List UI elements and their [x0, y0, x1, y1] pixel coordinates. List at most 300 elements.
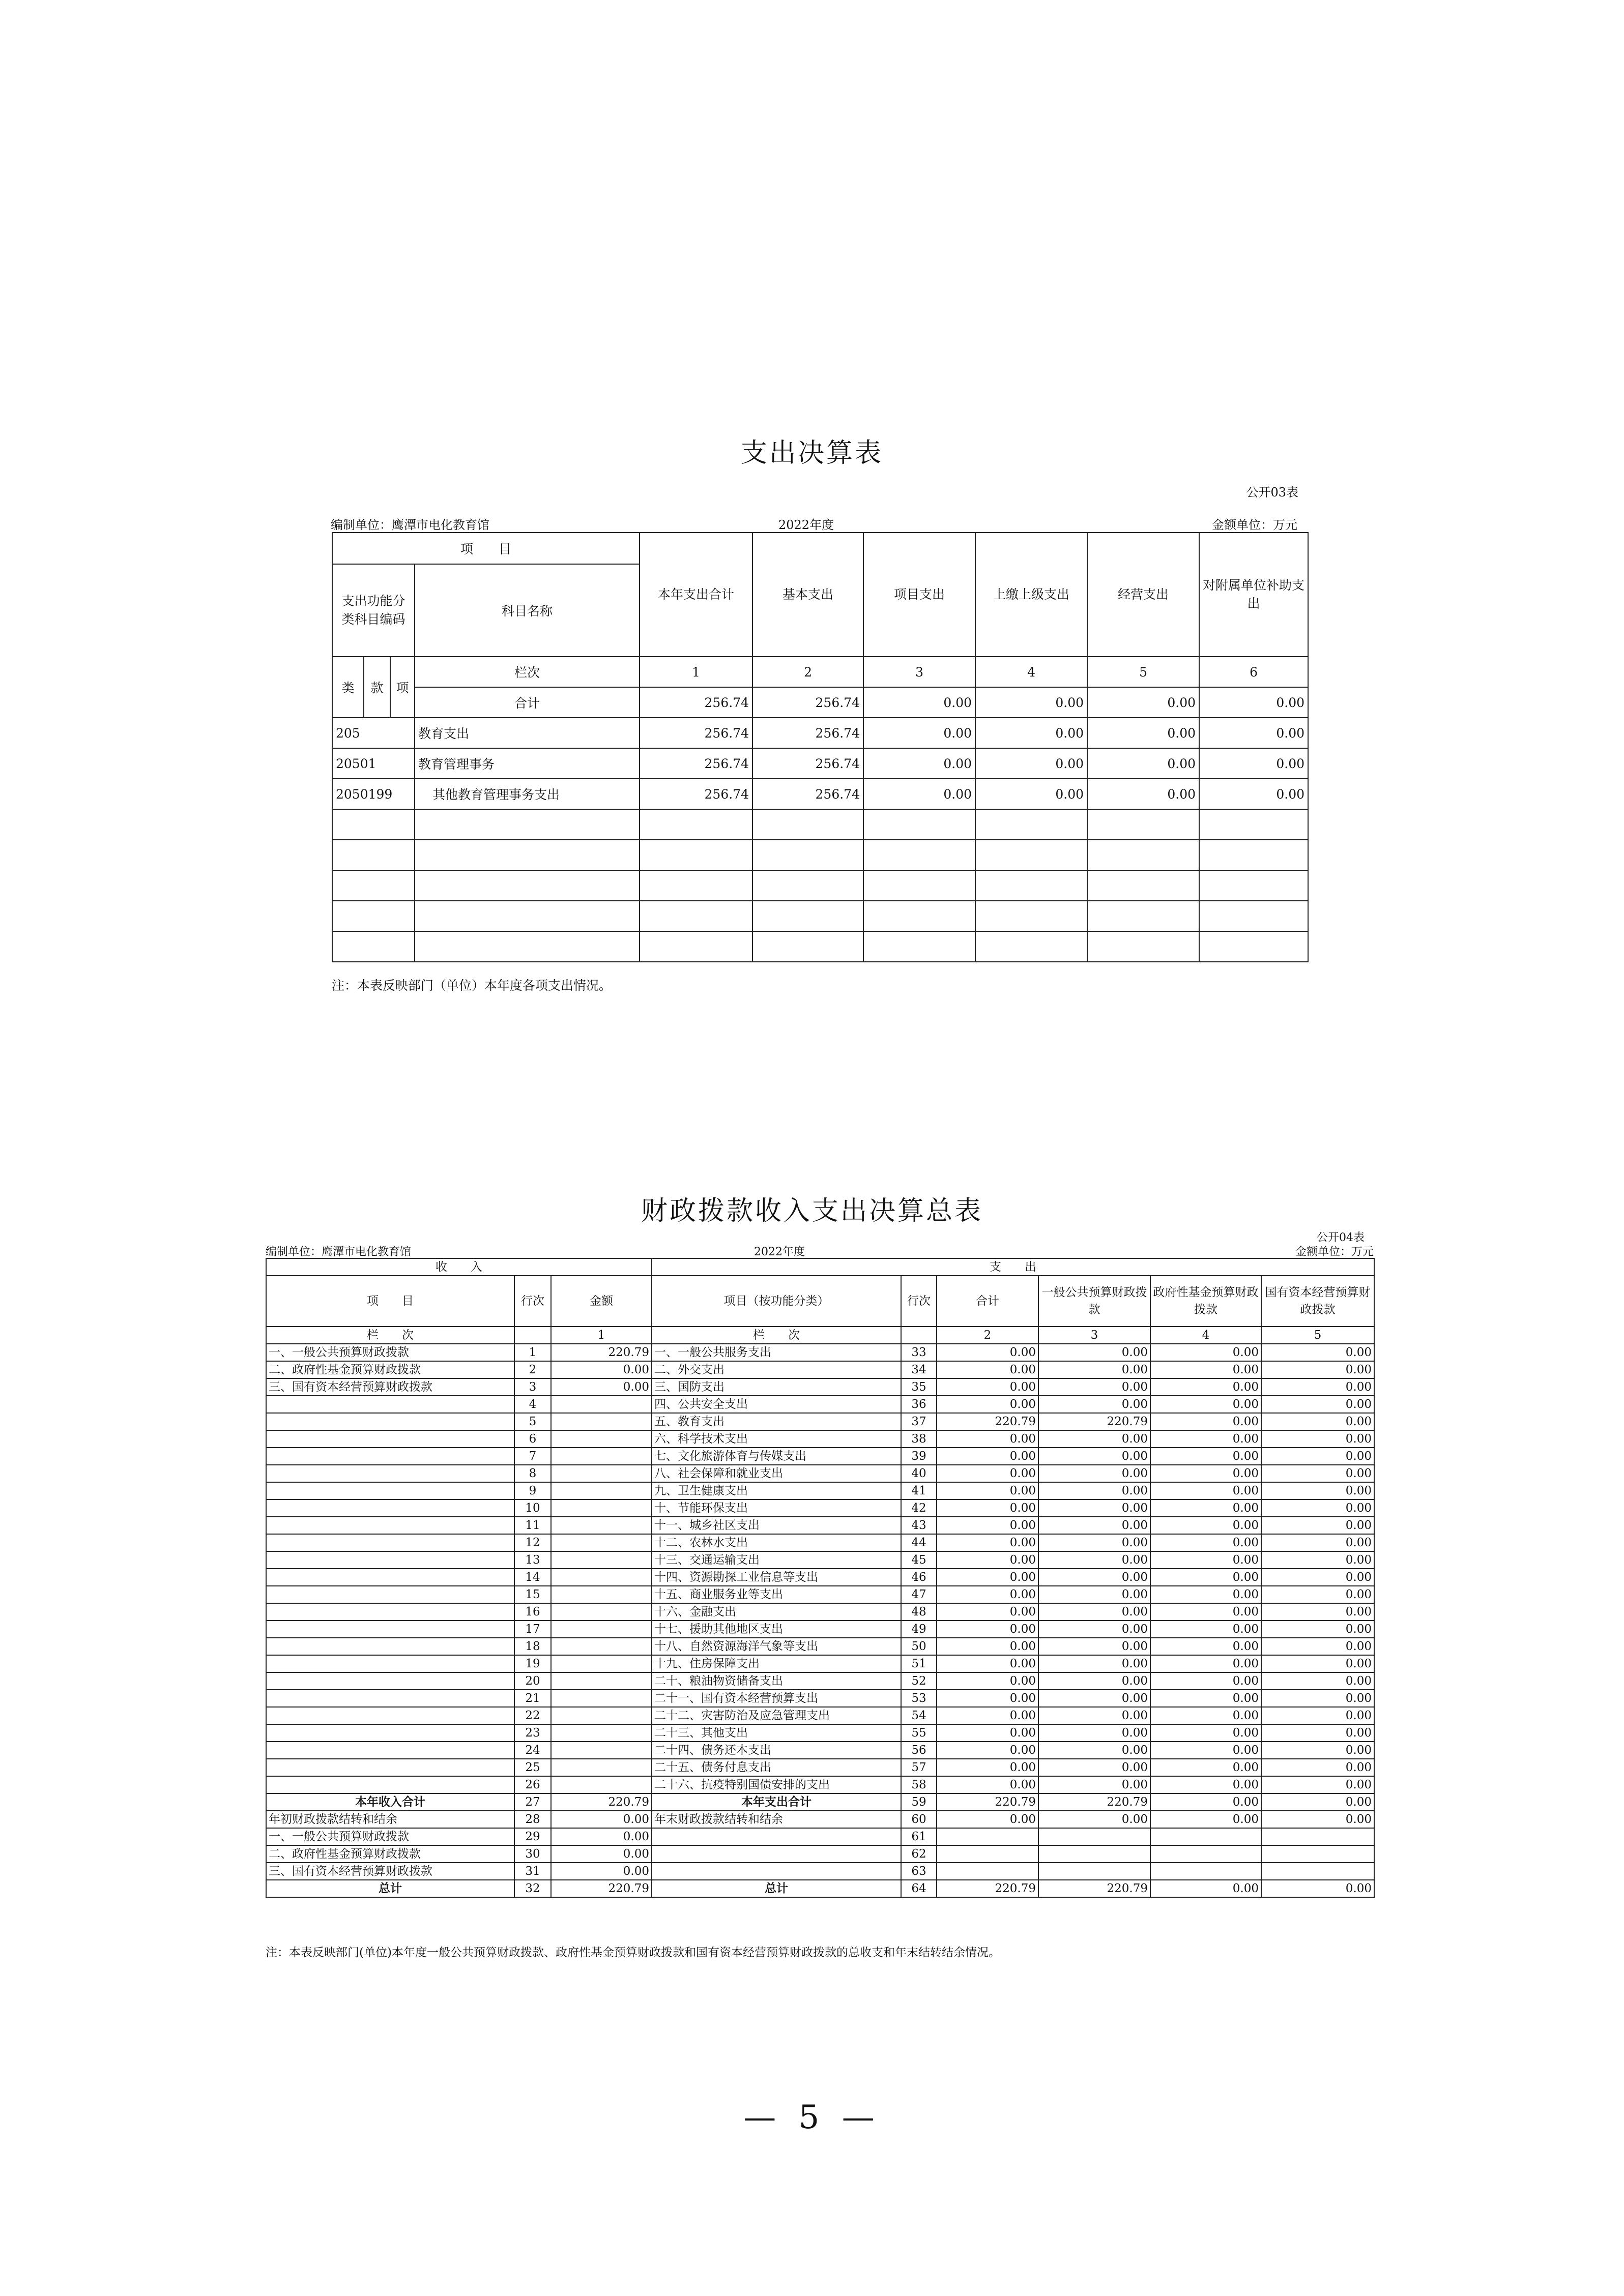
line-number: 14 — [514, 1569, 551, 1586]
col-number: 1 — [640, 657, 752, 687]
line-number: 36 — [901, 1396, 937, 1413]
cell-value: 220.79 — [551, 1344, 652, 1361]
cell-value: 0.00 — [1038, 1759, 1150, 1776]
expense-item: 三、国防支出 — [652, 1378, 901, 1396]
cell-value: 0.00 — [1038, 1638, 1150, 1655]
cell-value: 0.00 — [1261, 1603, 1374, 1621]
cell-value: 0.00 — [1261, 1586, 1374, 1603]
header-lanci: 栏次 — [415, 657, 640, 687]
cell-value: 0.00 — [1261, 1534, 1374, 1551]
line-number: 33 — [901, 1344, 937, 1361]
empty-row — [332, 809, 1308, 840]
header-item: 项目支出 — [863, 533, 975, 657]
line-number: 56 — [901, 1742, 937, 1759]
income-item — [266, 1742, 514, 1759]
table2-meta — [266, 1243, 1374, 1257]
cell-value: 0.00 — [551, 1863, 652, 1880]
table-row — [332, 779, 1308, 809]
carry-sub-row — [266, 1863, 1374, 1880]
cell-value: 0.00 — [937, 1776, 1038, 1793]
cell-value: 0.00 — [1038, 1517, 1150, 1534]
cell-value: 0.00 — [1150, 1621, 1261, 1638]
cell-value: 0.00 — [1261, 1517, 1374, 1534]
col-number: 4 — [975, 657, 1087, 687]
expense-item: 八、社会保障和就业支出 — [652, 1465, 901, 1482]
cell-value: 0.00 — [937, 1448, 1038, 1465]
cell-value: 0.00 — [1038, 1776, 1150, 1793]
cell-value: 0.00 — [1038, 1811, 1150, 1828]
cell-value: 0.00 — [1150, 1811, 1261, 1828]
header-state: 国有资本经营预算财政拨款 — [1261, 1276, 1374, 1327]
cell-value: 0.00 — [1038, 1724, 1150, 1742]
line-number: 1 — [514, 1344, 551, 1361]
cell-value — [551, 1413, 652, 1430]
header-xiang: 项 — [390, 657, 415, 718]
expense-item: 十五、商业服务业等支出 — [652, 1586, 901, 1603]
cell-value: 0.00 — [1150, 1569, 1261, 1586]
cell-value: 0.00 — [937, 1551, 1038, 1569]
cell-value — [551, 1517, 652, 1534]
expense-item: 二十三、其他支出 — [652, 1724, 901, 1742]
cell-value: 0.00 — [863, 748, 975, 779]
cell-value: 0.00 — [1199, 748, 1308, 779]
cell-value: 0.00 — [1261, 1672, 1374, 1690]
cell-value: 0.00 — [1038, 1690, 1150, 1707]
cell-value: 0.00 — [975, 718, 1087, 748]
cell-value: 0.00 — [1261, 1880, 1374, 1897]
cell-value: 0.00 — [1038, 1465, 1150, 1482]
row-code: 205 — [332, 718, 415, 748]
line-number: 30 — [514, 1845, 551, 1863]
expenditure-table — [332, 532, 1309, 962]
line-number: 29 — [514, 1828, 551, 1845]
table-row — [266, 1534, 1374, 1551]
cell-value: 0.00 — [1199, 687, 1308, 718]
cell-value: 0.00 — [1261, 1448, 1374, 1465]
line-number: 49 — [901, 1621, 937, 1638]
income-item — [266, 1655, 514, 1672]
table-row — [266, 1603, 1374, 1621]
header-general: 一般公共预算财政拨款 — [1038, 1276, 1150, 1327]
carry-sub-label: 二、政府性基金预算财政拨款 — [266, 1845, 514, 1863]
header-subsidy: 对附属单位补助支出 — [1199, 533, 1308, 657]
col-number: 4 — [1150, 1327, 1261, 1344]
expense-item: 四、公共安全支出 — [652, 1396, 901, 1413]
col-number: 2 — [752, 657, 863, 687]
cell-value: 0.00 — [1150, 1517, 1261, 1534]
table-row — [266, 1448, 1374, 1465]
cell-value: 0.00 — [1150, 1690, 1261, 1707]
cell-value: 0.00 — [1038, 1655, 1150, 1672]
cell-value — [551, 1759, 652, 1776]
cell-value: 0.00 — [1038, 1448, 1150, 1465]
cell-value: 0.00 — [937, 1811, 1038, 1828]
cell-value: 0.00 — [1261, 1430, 1374, 1448]
expense-item: 十二、农林水支出 — [652, 1534, 901, 1551]
cell-value: 0.00 — [1150, 1551, 1261, 1569]
table-row — [266, 1586, 1374, 1603]
income-item — [266, 1603, 514, 1621]
line-number: 4 — [514, 1396, 551, 1413]
cell-value: 0.00 — [1261, 1759, 1374, 1776]
cell-value: 0.00 — [1087, 687, 1199, 718]
table2-year: 2022年度 — [754, 1246, 805, 1258]
cell-value: 0.00 — [1261, 1621, 1374, 1638]
cell-value: 0.00 — [937, 1655, 1038, 1672]
income-item — [266, 1690, 514, 1707]
cell-value: 0.00 — [1261, 1724, 1374, 1742]
cell-value: 0.00 — [937, 1586, 1038, 1603]
cell-value — [551, 1724, 652, 1742]
line-number: 60 — [901, 1811, 937, 1828]
cell-value: 0.00 — [1150, 1344, 1261, 1361]
line-number: 48 — [901, 1603, 937, 1621]
cell-value: 0.00 — [1150, 1603, 1261, 1621]
table1-currency: 金额单位：万元 — [1212, 518, 1297, 532]
table-row — [266, 1707, 1374, 1724]
fiscal-summary-table — [266, 1258, 1375, 1898]
cell-value — [551, 1482, 652, 1499]
line-number: 59 — [901, 1793, 937, 1811]
line-number: 37 — [901, 1413, 937, 1430]
expense-item: 二十四、债务还本支出 — [652, 1742, 901, 1759]
line-number: 31 — [514, 1863, 551, 1880]
total-label: 合计 — [415, 687, 640, 718]
table-row — [266, 1551, 1374, 1569]
expense-item: 二十六、抗疫特别国债安排的支出 — [652, 1776, 901, 1793]
table2-currency: 金额单位：万元 — [1295, 1246, 1374, 1258]
cell-value: 0.00 — [1261, 1465, 1374, 1482]
total-row — [332, 687, 1308, 718]
col-number: 5 — [1087, 657, 1199, 687]
line-number: 46 — [901, 1569, 937, 1586]
cell-value: 0.00 — [1038, 1586, 1150, 1603]
income-item — [266, 1724, 514, 1742]
cell-value: 0.00 — [1150, 1499, 1261, 1517]
income-item — [266, 1517, 514, 1534]
empty-row — [332, 840, 1308, 870]
table1-unit: 编制单位：鹰潭市电化教育馆 — [331, 518, 489, 532]
cell-value: 0.00 — [1038, 1672, 1150, 1690]
cell-value: 0.00 — [1261, 1396, 1374, 1413]
line-number: 7 — [514, 1448, 551, 1465]
cell-value: 0.00 — [937, 1569, 1038, 1586]
cell-value: 256.74 — [752, 748, 863, 779]
header-code: 支出功能分类科目编码 — [332, 564, 415, 657]
cell-value: 0.00 — [1261, 1344, 1374, 1361]
table-row — [266, 1776, 1374, 1793]
income-item — [266, 1707, 514, 1724]
cell-value: 0.00 — [1261, 1690, 1374, 1707]
header-row-no: 行次 — [514, 1276, 551, 1327]
cell-value: 0.00 — [1261, 1638, 1374, 1655]
income-item — [266, 1638, 514, 1655]
grand-total-exp-label: 总计 — [652, 1880, 901, 1897]
carry-sub-label: 三、国有资本经营预算财政拨款 — [266, 1863, 514, 1880]
cell-value: 0.00 — [937, 1759, 1038, 1776]
income-item — [266, 1551, 514, 1569]
income-total-label: 本年收入合计 — [266, 1793, 514, 1811]
grand-total-label: 总计 — [266, 1880, 514, 1897]
cell-value: 0.00 — [1038, 1551, 1150, 1569]
line-number: 62 — [901, 1845, 937, 1863]
cell-value: 0.00 — [975, 748, 1087, 779]
income-item — [266, 1465, 514, 1482]
expense-item: 十、节能环保支出 — [652, 1499, 901, 1517]
line-number: 35 — [901, 1378, 937, 1396]
cell-value — [551, 1742, 652, 1759]
table-row — [266, 1638, 1374, 1655]
table-row — [266, 1499, 1374, 1517]
line-number: 5 — [514, 1413, 551, 1430]
cell-value: 0.00 — [1150, 1378, 1261, 1396]
table-row — [266, 1724, 1374, 1742]
cell-value: 0.00 — [1038, 1534, 1150, 1551]
line-number: 26 — [514, 1776, 551, 1793]
cell-value: 0.00 — [1038, 1603, 1150, 1621]
table-row — [266, 1361, 1374, 1378]
cell-value: 0.00 — [1087, 779, 1199, 809]
line-number: 24 — [514, 1742, 551, 1759]
cell-value: 0.00 — [1038, 1499, 1150, 1517]
header-project: 项 目 — [266, 1276, 514, 1327]
cell-value: 0.00 — [1150, 1724, 1261, 1742]
cell-value: 0.00 — [1261, 1361, 1374, 1378]
cell-value — [551, 1638, 652, 1655]
line-number: 18 — [514, 1638, 551, 1655]
cell-value: 0.00 — [1038, 1344, 1150, 1361]
line-number: 13 — [514, 1551, 551, 1569]
table1-year: 2022年度 — [778, 518, 834, 532]
income-item — [266, 1482, 514, 1499]
cell-value: 0.00 — [1261, 1378, 1374, 1396]
cell-value: 220.79 — [1038, 1880, 1150, 1897]
expense-item: 十六、金融支出 — [652, 1603, 901, 1621]
line-number: 17 — [514, 1621, 551, 1638]
line-number: 50 — [901, 1638, 937, 1655]
cell-value: 220.79 — [937, 1793, 1038, 1811]
cell-value: 0.00 — [1261, 1413, 1374, 1430]
cell-value — [551, 1551, 652, 1569]
header-fund: 政府性基金预算财政拨款 — [1150, 1276, 1261, 1327]
table-row — [266, 1621, 1374, 1638]
line-number: 34 — [901, 1361, 937, 1378]
expense-item: 十四、资源勘探工业信息等支出 — [652, 1569, 901, 1586]
expense-item: 十七、援助其他地区支出 — [652, 1621, 901, 1638]
cell-value: 256.74 — [640, 718, 752, 748]
line-number: 44 — [901, 1534, 937, 1551]
row-name: 其他教育管理事务支出 — [415, 779, 640, 809]
cell-value — [551, 1448, 652, 1465]
cell-value — [551, 1430, 652, 1448]
row-name: 教育支出 — [415, 718, 640, 748]
table2-code: 公开04表 — [1317, 1231, 1365, 1244]
cell-value: 0.00 — [937, 1378, 1038, 1396]
line-number: 9 — [514, 1482, 551, 1499]
income-item — [266, 1396, 514, 1413]
table-row — [266, 1742, 1374, 1759]
line-number: 43 — [901, 1517, 937, 1534]
line-number: 32 — [514, 1880, 551, 1897]
line-number: 8 — [514, 1465, 551, 1482]
header-lanci: 栏 次 — [266, 1327, 514, 1344]
cell-value: 0.00 — [1150, 1638, 1261, 1655]
line-number: 3 — [514, 1378, 551, 1396]
cell-value: 0.00 — [1087, 718, 1199, 748]
cell-value: 0.00 — [1038, 1569, 1150, 1586]
cell-value: 0.00 — [863, 779, 975, 809]
expense-item: 七、文化旅游体育与传媒支出 — [652, 1448, 901, 1465]
header-lanci: 栏 次 — [652, 1327, 901, 1344]
cell-value: 0.00 — [937, 1482, 1038, 1499]
cell-value: 256.74 — [640, 687, 752, 718]
row-name: 教育管理事务 — [415, 748, 640, 779]
expense-item: 二十五、债务付息支出 — [652, 1759, 901, 1776]
income-item — [266, 1621, 514, 1638]
empty-row — [332, 931, 1308, 962]
carry-sub-row — [266, 1845, 1374, 1863]
cell-value: 0.00 — [1150, 1655, 1261, 1672]
grand-total-row — [266, 1880, 1374, 1897]
line-number: 63 — [901, 1863, 937, 1880]
header-expense: 支 出 — [652, 1258, 1374, 1276]
table-row — [266, 1378, 1374, 1396]
cell-value: 0.00 — [1199, 718, 1308, 748]
table-row — [266, 1517, 1374, 1534]
table-row — [266, 1655, 1374, 1672]
line-number: 25 — [514, 1759, 551, 1776]
expense-total-label: 本年支出合计 — [652, 1793, 901, 1811]
cell-value: 220.79 — [551, 1793, 652, 1811]
line-number: 51 — [901, 1655, 937, 1672]
table-row — [266, 1465, 1374, 1482]
cell-value — [551, 1465, 652, 1482]
carry-label: 年初财政拨款结转和结余 — [266, 1811, 514, 1828]
income-item — [266, 1413, 514, 1430]
cell-value: 220.79 — [551, 1880, 652, 1897]
cell-value: 0.00 — [937, 1707, 1038, 1724]
cell-value: 0.00 — [937, 1430, 1038, 1448]
line-number: 21 — [514, 1690, 551, 1707]
cell-value: 0.00 — [551, 1828, 652, 1845]
col-number: 2 — [937, 1327, 1038, 1344]
table-row — [266, 1759, 1374, 1776]
cell-value: 0.00 — [1261, 1551, 1374, 1569]
cell-value: 0.00 — [1150, 1361, 1261, 1378]
header-row-no: 行次 — [901, 1276, 937, 1327]
carry-sub-label: 一、一般公共预算财政拨款 — [266, 1828, 514, 1845]
cell-value: 256.74 — [752, 718, 863, 748]
income-item: 一、一般公共预算财政拨款 — [266, 1344, 514, 1361]
cell-value: 0.00 — [1261, 1499, 1374, 1517]
cell-value: 0.00 — [1199, 779, 1308, 809]
table-row — [266, 1690, 1374, 1707]
cell-value — [551, 1586, 652, 1603]
income-item — [266, 1776, 514, 1793]
expense-item: 五、教育支出 — [652, 1413, 901, 1430]
line-number: 42 — [901, 1499, 937, 1517]
cell-value: 0.00 — [937, 1742, 1038, 1759]
cell-value: 0.00 — [937, 1396, 1038, 1413]
cell-value: 0.00 — [1150, 1534, 1261, 1551]
cell-value: 0.00 — [1038, 1482, 1150, 1499]
col-number: 5 — [1261, 1327, 1374, 1344]
cell-value: 0.00 — [1150, 1465, 1261, 1482]
line-number: 15 — [514, 1586, 551, 1603]
expense-item: 十八、自然资源海洋气象等支出 — [652, 1638, 901, 1655]
cell-value: 220.79 — [937, 1413, 1038, 1430]
cell-value: 0.00 — [1150, 1672, 1261, 1690]
line-number: 20 — [514, 1672, 551, 1690]
header-amount: 金额 — [551, 1276, 652, 1327]
cell-value — [551, 1690, 652, 1707]
cell-value: 0.00 — [937, 1465, 1038, 1482]
line-number: 45 — [901, 1551, 937, 1569]
expense-item: 六、科学技术支出 — [652, 1430, 901, 1448]
header-kuan: 款 — [364, 657, 390, 718]
line-number: 58 — [901, 1776, 937, 1793]
empty-row — [332, 870, 1308, 901]
table1-note: 注：本表反映部门（单位）本年度各项支出情况。 — [332, 978, 612, 993]
line-number: 12 — [514, 1534, 551, 1551]
cell-value: 0.00 — [1038, 1378, 1150, 1396]
cell-value: 0.00 — [1261, 1655, 1374, 1672]
cell-value: 0.00 — [1150, 1759, 1261, 1776]
table-row — [332, 748, 1308, 779]
cell-value: 0.00 — [551, 1811, 652, 1828]
income-item — [266, 1534, 514, 1551]
cell-value: 0.00 — [551, 1845, 652, 1863]
line-number: 2 — [514, 1361, 551, 1378]
carry-exp-label: 年末财政拨款结转和结余 — [652, 1811, 901, 1828]
cell-value: 0.00 — [1150, 1742, 1261, 1759]
cell-value: 0.00 — [1150, 1396, 1261, 1413]
cell-value: 0.00 — [551, 1361, 652, 1378]
expense-item: 二十一、国有资本经营预算支出 — [652, 1690, 901, 1707]
cell-value — [551, 1776, 652, 1793]
cell-value: 0.00 — [937, 1638, 1038, 1655]
income-item — [266, 1672, 514, 1690]
page-number: — 5 — — [743, 2099, 881, 2136]
cell-value: 0.00 — [937, 1621, 1038, 1638]
cell-value: 0.00 — [1150, 1707, 1261, 1724]
cell-value: 0.00 — [1150, 1448, 1261, 1465]
income-item: 二、政府性基金预算财政拨款 — [266, 1361, 514, 1378]
cell-value: 0.00 — [975, 779, 1087, 809]
cell-value: 0.00 — [1150, 1776, 1261, 1793]
header-total: 本年支出合计 — [640, 533, 752, 657]
income-item — [266, 1586, 514, 1603]
line-number: 28 — [514, 1811, 551, 1828]
income-item — [266, 1759, 514, 1776]
cell-value: 256.74 — [640, 748, 752, 779]
line-number: 41 — [901, 1482, 937, 1499]
cell-value: 0.00 — [937, 1499, 1038, 1517]
cell-value — [551, 1672, 652, 1690]
expense-item: 十一、城乡社区支出 — [652, 1517, 901, 1534]
expense-item: 十三、交通运输支出 — [652, 1551, 901, 1569]
table-row — [266, 1482, 1374, 1499]
cell-value: 0.00 — [937, 1534, 1038, 1551]
header-basic: 基本支出 — [752, 533, 863, 657]
cell-value: 256.74 — [640, 779, 752, 809]
cell-value — [551, 1707, 652, 1724]
line-number: 64 — [901, 1880, 937, 1897]
line-number: 47 — [901, 1586, 937, 1603]
table1-meta — [331, 515, 1297, 531]
table-row — [266, 1430, 1374, 1448]
line-number: 19 — [514, 1655, 551, 1672]
